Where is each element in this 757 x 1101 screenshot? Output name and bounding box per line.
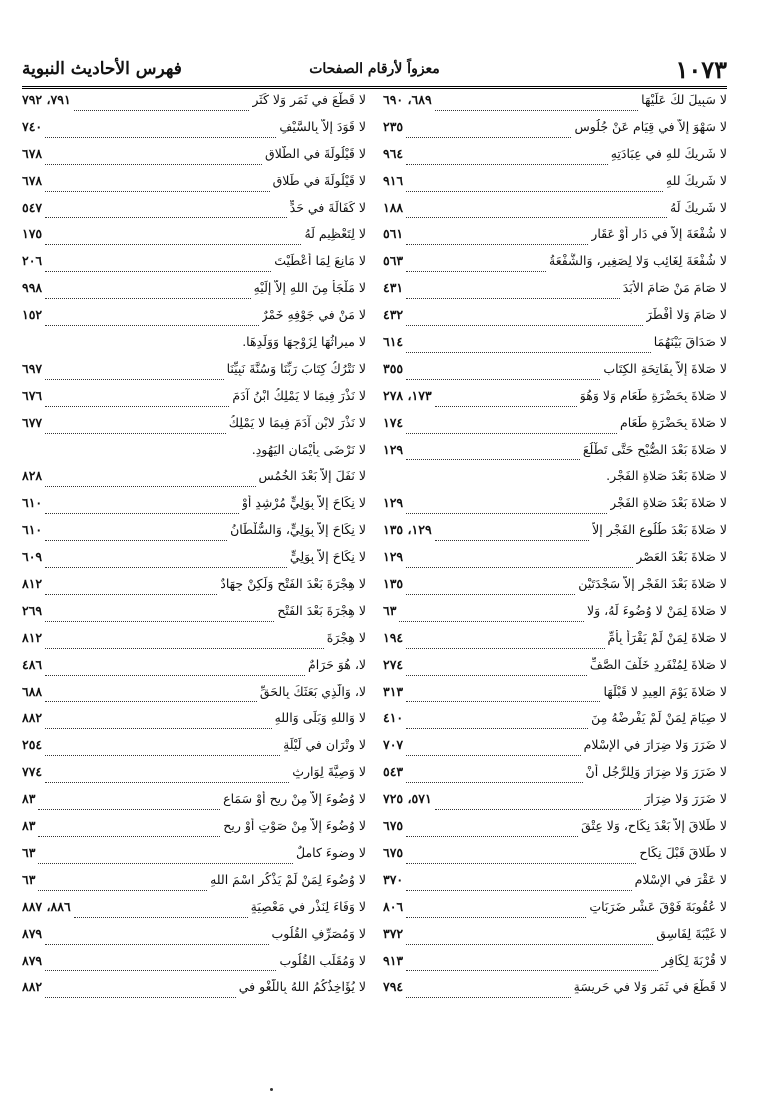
index-entry xyxy=(22,791,366,818)
dot-leader xyxy=(45,539,227,541)
entry-pages: ٤٣١ xyxy=(383,280,404,296)
dot-leader xyxy=(406,378,600,380)
entry-pages: ٦٧٥ xyxy=(383,844,404,860)
index-entry xyxy=(383,710,727,737)
entry-text: لا صَلاةَ لِمُنْفَرِدٍ خَلْفَ الصَّفِّ xyxy=(589,656,727,672)
entry-text: لا وَصِيَّةَ لِوَارِثٍ xyxy=(292,764,366,780)
index-entry xyxy=(383,173,727,200)
entry-pages: ٦١٠ xyxy=(22,522,43,538)
index-entry xyxy=(22,576,366,603)
entry-pages: ٦٨٩، ٦٩٠ xyxy=(383,92,432,107)
entry-pages: ٦٣ xyxy=(22,844,36,860)
index-entry xyxy=(383,468,727,495)
index-entry xyxy=(383,576,727,603)
running-title: معزواً لأرقام الصفحات xyxy=(309,61,440,77)
entry-text: لا قَيْلُولَةَ في طَلاقٍ xyxy=(272,172,366,188)
index-entry xyxy=(22,280,366,307)
dot-leader xyxy=(406,593,575,595)
entry-text: لا كَفَالَةَ في حَدٍّ xyxy=(289,199,366,215)
entry-pages: ٢٠٦ xyxy=(22,253,43,269)
entry-pages: ٤٣٢ xyxy=(383,307,404,323)
dot-leader xyxy=(45,647,324,649)
entry-pages: ٦٨٨ xyxy=(22,683,43,699)
dot-leader xyxy=(45,163,262,165)
index-entry xyxy=(22,818,366,845)
dot-leader xyxy=(38,808,220,810)
entry-text: لا مَنْ في جَوْفِهِ خَمْرٌ xyxy=(261,307,366,323)
dot-leader xyxy=(45,593,217,595)
dot-leader xyxy=(74,109,250,111)
entry-text: لا قُرْبَةَ لِكَافِرٍ xyxy=(661,952,727,968)
dot-leader xyxy=(74,916,248,918)
entry-pages: ٩١٣ xyxy=(383,952,404,968)
entry-pages: ٢٣٥ xyxy=(383,118,404,134)
entry-text: لا نَتْرُكُ كِتَابَ رَبِّنَا وَسُنَّةَ نَبِيِّنَا xyxy=(226,360,366,376)
index-entry xyxy=(383,845,727,872)
dot-leader xyxy=(406,889,631,891)
entry-pages: ١٢٩ xyxy=(383,549,404,565)
dot-leader xyxy=(38,835,220,837)
entry-pages: ٥٦٣ xyxy=(383,253,404,269)
index-entry xyxy=(383,684,727,711)
entry-pages: ١٩٤ xyxy=(383,629,404,645)
dot-leader xyxy=(406,835,578,837)
index-entry xyxy=(383,146,727,173)
entry-text: لا صَلاةَ بَعْدَ طُلُوعِ الفَجْرِ إلاَّ xyxy=(592,522,727,538)
entry-pages: ٨٨٦، ٨٨٧ xyxy=(22,898,71,914)
index-entry xyxy=(383,522,727,549)
entry-pages: ١٥٢ xyxy=(22,307,43,323)
right-column xyxy=(383,92,727,1032)
entry-pages: ٦٠٩ xyxy=(22,549,43,565)
dot-leader xyxy=(38,889,207,891)
index-entry xyxy=(22,657,366,684)
dot-leader xyxy=(406,297,620,299)
header-rule xyxy=(22,86,727,89)
index-entry xyxy=(383,253,727,280)
dot-leader xyxy=(45,700,257,702)
entry-text: لا صِيَامَ لِمَنْ لَمْ يَفْرِضْهُ مِنَ xyxy=(591,710,727,726)
entry-text: لا قَوَدَ إلاَّ بِالسَّيْفِ xyxy=(279,118,366,134)
index-entry xyxy=(383,979,727,1006)
dot-leader xyxy=(406,270,546,272)
entry-pages: ١٢٩ xyxy=(383,441,404,457)
index-entry xyxy=(22,334,366,361)
index-entry xyxy=(383,92,727,119)
entry-text: لا صَلاةَ بَعْدَ صَلاةِ الفَجْرِ. xyxy=(606,468,727,484)
dot-leader xyxy=(45,378,223,380)
index-entry xyxy=(383,334,727,361)
index-entry xyxy=(383,630,727,657)
dot-leader xyxy=(45,566,287,568)
index-entry xyxy=(383,791,727,818)
entry-pages: ١٨٨ xyxy=(383,199,404,215)
entry-pages: ٨٣ xyxy=(22,791,36,807)
dot-leader xyxy=(45,781,289,783)
entry-pages: ٣١٣ xyxy=(383,683,404,699)
index-entry xyxy=(383,495,727,522)
dot-leader xyxy=(45,620,274,622)
dot-leader xyxy=(406,781,582,783)
dot-leader xyxy=(45,512,239,514)
dot-leader xyxy=(435,109,638,111)
dot-leader xyxy=(25,459,249,460)
entry-text: لا ضَرَرَ وَلا ضِرَارَ وَلِلرَّجُلِ أَنْ xyxy=(585,764,727,780)
dot-leader xyxy=(45,243,301,245)
index-entry xyxy=(22,92,366,119)
dot-leader xyxy=(45,727,271,729)
entry-pages: ١٧٣، ٢٧٨ xyxy=(383,387,432,403)
entry-pages: ٨١٢ xyxy=(22,576,43,592)
entry-text: لا قَيْلُولَةَ في الطَّلاقِ xyxy=(265,145,366,161)
entry-text: لا عُقُوبَةَ فَوْقَ عَشْرِ ضَرَبَاتٍ xyxy=(589,898,727,914)
dot-leader xyxy=(45,216,287,218)
index-entry xyxy=(22,737,366,764)
entry-pages: ٨٣ xyxy=(22,818,36,834)
entry-text: لا نَذْرَ لابْنِ آدَمَ فِيمَا لا يَمْلِكُ xyxy=(228,414,366,430)
dot-leader xyxy=(406,916,586,918)
entry-pages: ٤١٠ xyxy=(383,710,404,726)
entry-text: لا مَلْجَأَ مِنَ اللهِ إلاَّ إِلَيْهِ xyxy=(253,280,366,296)
footer-mark xyxy=(270,1088,273,1091)
entry-pages: ٢٧٤ xyxy=(383,656,404,672)
entry-text: لا شَرِيكَ للهِ في عِبَادَتِهِ xyxy=(610,145,727,161)
index-entry xyxy=(22,307,366,334)
index-entry xyxy=(383,818,727,845)
dot-leader xyxy=(45,136,276,138)
dot-leader xyxy=(406,754,580,756)
entry-pages: ٥٧١، ٧٢٥ xyxy=(383,791,432,807)
dot-leader xyxy=(45,943,268,945)
dot-leader xyxy=(406,163,608,165)
entry-pages: ٥٤٣ xyxy=(383,764,404,780)
entry-pages: ٣٥٥ xyxy=(383,360,404,376)
index-entry xyxy=(22,361,366,388)
index-entry xyxy=(22,979,366,1006)
dot-leader xyxy=(406,996,570,998)
entry-text: لا صَامَ وَلا أَفْطَرَ xyxy=(646,307,727,323)
entry-text: لا طَلاقَ إلاَّ بَعْدَ نِكَاحٍ، وَلا عِتْقَ xyxy=(581,818,727,834)
entry-pages: ٦٧٦ xyxy=(22,387,43,403)
dot-leader xyxy=(435,808,642,810)
dot-leader xyxy=(406,674,587,676)
index-title: فهرس الأحاديث النبوية xyxy=(22,59,182,79)
entry-pages: ١٢٩ xyxy=(383,495,404,511)
dot-leader xyxy=(399,620,584,622)
entry-pages: ١٢٩، ١٣٥ xyxy=(383,522,432,538)
entry-pages: ٦٧٨ xyxy=(22,145,43,161)
entry-text: لا طَلاقَ قَبْلَ نِكَاحٍ xyxy=(639,844,727,860)
entry-text: لا وُضُوءَ إلاَّ مِنْ صَوْتٍ أَوْ رِيحٍ xyxy=(223,818,366,834)
entry-text: لا نَرْضَى بِأَيْمَانِ اليَهُودِ. xyxy=(251,441,366,457)
entry-text: لا عَقْرَ في الإسْلامِ xyxy=(634,871,727,887)
dot-leader xyxy=(435,539,589,541)
index-entry xyxy=(22,146,366,173)
index-entry xyxy=(22,415,366,442)
index-entry xyxy=(22,173,366,200)
page-header xyxy=(22,52,727,86)
entry-text: لا نِكَاحَ إلاَّ بِوَلِيٍّ، وَالسُّلْطَانُ xyxy=(230,522,366,538)
index-entry xyxy=(22,468,366,495)
dot-leader xyxy=(45,969,276,971)
entry-text: لا ميراثُهَا لِزَوْجِهَا وَوَلَدِهَا. xyxy=(242,334,366,350)
entry-pages: ٦٣ xyxy=(383,602,397,618)
entry-pages: ٦١٤ xyxy=(383,334,404,350)
index-entry xyxy=(22,442,366,469)
entry-text: لا سَبِيلَ لكَ عَلَيْهَا xyxy=(641,92,727,107)
entry-pages: ٩٩٨ xyxy=(22,280,43,296)
entry-text: لا هِجْرَةَ بَعْدَ الفَتْحِ xyxy=(277,602,366,618)
entry-pages: ٨٢٨ xyxy=(22,468,43,484)
entry-text: لا صَلاةَ بَعْدَ الصُّبْحِ حَتَّى تَطْلُعَ xyxy=(582,441,727,457)
dot-leader xyxy=(45,324,259,326)
entry-text: لا مَانِعَ لِمَا أَعْطَيْتَ xyxy=(274,253,366,269)
entry-text: لا صَلاةَ بِحَضْرَةِ طَعَامٍ وَلا وَهُوَ xyxy=(579,387,727,403)
dot-leader xyxy=(406,458,580,460)
dot-leader xyxy=(45,485,255,487)
entry-pages: ٩١٦ xyxy=(383,172,404,188)
entry-text: لا لِتَعْظِيمٍ لَهُ xyxy=(304,226,366,242)
dot-leader xyxy=(406,136,571,138)
index-entry xyxy=(22,899,366,926)
entry-text: لا هِجْرَةَ xyxy=(326,629,366,645)
entry-text: لا، هُوَ حَرَامٌ xyxy=(308,656,366,672)
entry-text: لا شُفْعَةَ إلاَّ في دَارٍ أَوْ عَقَارٍ xyxy=(591,226,727,242)
index-entry xyxy=(383,737,727,764)
index-entry xyxy=(383,953,727,980)
index-entry xyxy=(383,603,727,630)
entry-text: لا صَلاةَ بَعْدَ صَلاةِ الفَجْرِ xyxy=(610,495,727,511)
index-entry xyxy=(22,872,366,899)
entry-text: لا صَلاةَ بَعْدَ الفَجْرِ إلاَّ سَجْدَتَيْنِ xyxy=(578,576,727,592)
dot-leader xyxy=(406,216,667,218)
dot-leader xyxy=(406,351,651,353)
index-entry xyxy=(22,953,366,980)
dot-leader xyxy=(406,727,588,729)
entry-text: لا وَاللهِ وَبَلَى وَاللهِ xyxy=(274,710,366,726)
entry-text: لا نِكَاحَ إلاَّ بِوَلِيٍّ مُرْشِدٍ أَوْ xyxy=(241,495,366,511)
entry-pages: ٦٧٥ xyxy=(383,818,404,834)
entry-pages: ٢٦٩ xyxy=(22,602,43,618)
entry-pages: ٧٩١، ٧٩٢ xyxy=(22,92,71,107)
entry-text: لا صَامَ مَنْ صَامَ الأبَدَ xyxy=(622,280,727,296)
entry-text: لا ضَرَرَ وَلا ضِرَارَ xyxy=(644,791,727,807)
index-entry xyxy=(22,522,366,549)
entry-text: لا سَهْوَ إلاَّ في قِيَامٍ عَنْ جُلُوسٍ xyxy=(574,118,727,134)
entry-text: لا شُفْعَةَ لِغَائِبٍ وَلا لِصَغِيرٍ، وَالشُّفْعَةُ xyxy=(549,253,727,269)
entry-text: لا وضوءَ كاملٌ xyxy=(296,844,366,860)
entry-text: لا صَلاةَ يَوْمَ العِيدِ لا قَبْلَهَا xyxy=(603,683,727,699)
entry-text: لا قَطْعَ في ثَمَرٍ وَلا في حَرِيسَةٍ xyxy=(573,979,727,995)
entry-pages: ١٣٥ xyxy=(383,576,404,592)
entry-pages: ٨١٢ xyxy=(22,629,43,645)
entry-pages: ٨٨٢ xyxy=(22,979,43,995)
entry-text: لا ضَرَرَ وَلا ضِرَارَ في الإسْلامِ xyxy=(583,737,727,753)
index-entry xyxy=(383,442,727,469)
entry-pages: ٧٤٠ xyxy=(22,118,43,134)
entry-text: لا وَمُصَرِّفِ القُلُوبِ xyxy=(271,925,366,941)
entry-pages: ٧٩٤ xyxy=(383,979,404,995)
index-entry xyxy=(22,388,366,415)
index-entry xyxy=(22,684,366,711)
dot-leader xyxy=(406,432,617,434)
entry-pages: ٦٧٧ xyxy=(22,414,43,430)
entry-pages: ٢٥٤ xyxy=(22,737,43,753)
index-entry xyxy=(22,926,366,953)
entry-text: لا وَفَاءَ لِنَذْرٍ في مَعْصِيَةٍ xyxy=(250,898,366,914)
entry-text: لا صَلاةَ لِمَنْ لَمْ يَقْرَأْ بِأُمِّ xyxy=(607,629,727,645)
entry-text: لا شَرِيكَ للهِ xyxy=(665,172,727,188)
index-entry xyxy=(383,549,727,576)
entry-text: لا صَلاةَ بِحَضْرَةِ طَعَامٍ xyxy=(619,414,727,430)
entry-text: لا صَلاةَ إلاَّ بِفَاتِحَةِ الكِتَابِ xyxy=(603,360,727,376)
entry-pages: ٧٧٤ xyxy=(22,764,43,780)
dot-leader xyxy=(406,324,643,326)
dot-leader xyxy=(406,969,658,971)
entry-pages: ٦٣ xyxy=(22,871,36,887)
dot-leader xyxy=(45,297,250,299)
entry-text: لا وَمُقَلِّبِ القُلُوبِ xyxy=(279,952,366,968)
index-entry xyxy=(383,200,727,227)
dot-leader xyxy=(406,943,653,945)
dot-leader xyxy=(45,190,269,192)
entry-text: لا نَذْرَ فِيمَا لا يَمْلِكُ ابْنُ آدَمَ xyxy=(232,387,366,403)
dot-leader xyxy=(45,270,271,272)
index-entry xyxy=(383,226,727,253)
entry-pages: ٨٧٩ xyxy=(22,952,43,968)
index-entry xyxy=(383,388,727,415)
entry-pages: ٦٧٨ xyxy=(22,172,43,188)
left-column xyxy=(22,92,366,1032)
index-columns xyxy=(22,92,727,1032)
entry-pages: ٣٧٠ xyxy=(383,871,404,887)
entry-text: لا وُضُوءَ لِمَنْ لَمْ يَذْكُرِ اسْمَ اللهِ xyxy=(210,871,366,887)
index-entry xyxy=(383,872,727,899)
dot-leader xyxy=(45,405,229,407)
entry-text: لا وُضُوءَ إلاَّ مِنْ رِيحٍ أَوْ سَمَاعٍ xyxy=(223,791,366,807)
index-entry xyxy=(22,119,366,146)
dot-leader xyxy=(386,486,603,487)
entry-pages: ٦١٠ xyxy=(22,495,43,511)
entry-text: لا غَيْبَةَ لِفَاسِقٍ xyxy=(656,925,727,941)
dot-leader xyxy=(406,512,607,514)
entry-pages: ١٧٤ xyxy=(383,414,404,430)
entry-pages: ٥٤٧ xyxy=(22,199,43,215)
entry-text: لا شَرِيكَ لَهُ xyxy=(670,199,727,215)
dot-leader xyxy=(435,405,577,407)
index-entry xyxy=(22,253,366,280)
entry-text: لا صَلاةَ بَعْدَ العَصْرِ xyxy=(636,549,727,565)
dot-leader xyxy=(45,432,226,434)
index-entry xyxy=(22,226,366,253)
index-entry xyxy=(383,361,727,388)
dot-leader xyxy=(38,862,293,864)
entry-text: لا نِكَاحَ إلاَّ بِوَلِيٍّ xyxy=(289,549,366,565)
dot-leader xyxy=(406,190,663,192)
index-entry xyxy=(383,926,727,953)
dot-leader xyxy=(406,647,604,649)
index-entry xyxy=(383,415,727,442)
dot-leader xyxy=(45,996,236,998)
entry-pages: ٣٧٢ xyxy=(383,925,404,941)
index-entry xyxy=(22,630,366,657)
entry-text: لا قَطْعَ في ثَمَرٍ وَلا كَثَرٍ xyxy=(252,92,366,107)
entry-text: لا وِتْرَانِ في لَيْلَةٍ xyxy=(283,737,366,753)
entry-pages: ٨٠٦ xyxy=(383,898,404,914)
dot-leader xyxy=(406,862,636,864)
page-number: ١٠٧٣ xyxy=(675,54,727,84)
entry-text: لا صَلاةَ لِمَنْ لا وُضُوءَ لَهُ، وَلا xyxy=(587,602,727,618)
entry-text: لا نَفَلَ إلاَّ بَعْدَ الخُمُسِ xyxy=(258,468,366,484)
index-entry xyxy=(22,603,366,630)
entry-pages: ٥٦١ xyxy=(383,226,404,242)
dot-leader xyxy=(406,700,600,702)
index-entry xyxy=(383,899,727,926)
index-entry xyxy=(383,280,727,307)
entry-pages: ٨٨٢ xyxy=(22,710,43,726)
entry-text: لا صَدَاقَ بَيْنَهُمَا xyxy=(653,334,727,350)
entry-text: لا، وَالَّذِي بَعَثَكَ بِالحَقِّ xyxy=(259,683,366,699)
dot-leader xyxy=(45,674,305,676)
index-entry xyxy=(22,495,366,522)
index-entry xyxy=(383,657,727,684)
dot-leader xyxy=(406,566,633,568)
dot-leader xyxy=(25,352,239,353)
entry-pages: ٩٦٤ xyxy=(383,145,404,161)
dot-leader xyxy=(406,243,588,245)
index-entry xyxy=(22,549,366,576)
index-entry xyxy=(22,764,366,791)
index-entry xyxy=(22,710,366,737)
entry-text: لا هِجْرَةَ بَعْدَ الفَتْحِ وَلَكِنْ جِهَادٌ xyxy=(220,576,366,592)
entry-pages: ٧٠٧ xyxy=(383,737,404,753)
entry-text: لا يُؤَاخِذُكُمُ اللهُ بِاللَّغْوِ في xyxy=(238,979,366,995)
dot-leader xyxy=(45,754,280,756)
index-entry xyxy=(22,845,366,872)
index-entry xyxy=(383,307,727,334)
entry-pages: ١٧٥ xyxy=(22,226,43,242)
index-entry xyxy=(383,764,727,791)
entry-pages: ٤٨٦ xyxy=(22,656,43,672)
entry-pages: ٦٩٧ xyxy=(22,360,43,376)
index-entry xyxy=(383,119,727,146)
index-entry xyxy=(22,200,366,227)
entry-pages: ٨٧٩ xyxy=(22,925,43,941)
